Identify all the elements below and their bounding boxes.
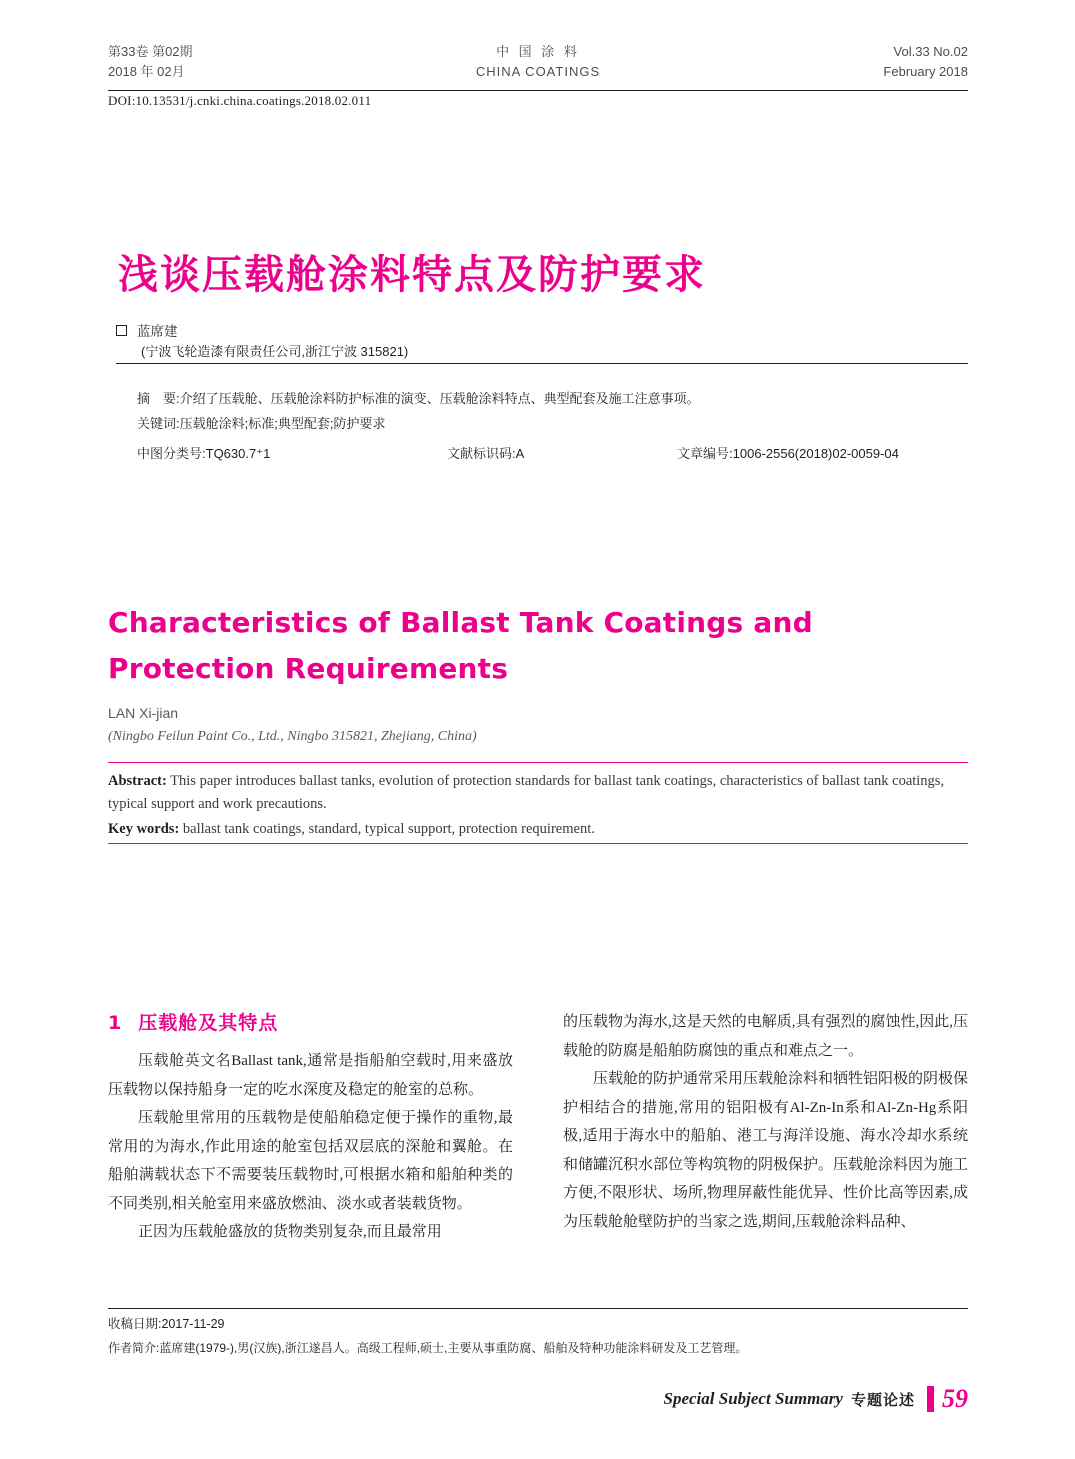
keywords-label-cn: 关键词: xyxy=(137,416,180,431)
column-left xyxy=(108,1008,513,1247)
abstract-divider-top xyxy=(108,762,968,763)
section-heading xyxy=(108,1008,513,1035)
author-bio-text: 蓝席建(1979-),男(汉族),浙江遂昌人。高级工程师,硕士,主要从事重防腐、船舶及特种功能涂料研发及工艺管理。 xyxy=(159,1341,748,1355)
abstract-divider-bottom xyxy=(108,843,968,844)
doc-code-field xyxy=(447,443,677,462)
received-date xyxy=(108,1312,988,1336)
affiliation-en: (Ningbo Feilun Paint Co., Ltd., Ningbo 315821, Zhejiang, China) xyxy=(108,729,477,744)
paragraph: 压载舱里常用的压载物是使船舶稳定便于操作的重物,最常用的为海水,作此用途的舱室包括双层底的深舱和翼舱。在船舶满载状态下不需要装压载物时,可根据水箱和船舶种类的不同类别,相关舱室用来盛放燃油、淡水或者装载货物。 xyxy=(108,1110,513,1212)
author-name-cn: 蓝席建 xyxy=(137,324,178,339)
volume-issue-en: Vol.33 No.02 xyxy=(893,44,968,59)
paragraph: 压载舱英文名Ballast tank,通常是指船舶空载时,用来盛放压载物以保持船身一定的吃水深度及稳定的舱室的总称。 xyxy=(108,1053,513,1098)
clc-value: TQ630.7⁺1 xyxy=(205,446,271,461)
classification-row xyxy=(137,443,937,462)
date-en: February 2018 xyxy=(883,64,968,79)
abstract-text-cn: 介绍了压载舱、压载舱涂料防护标准的演变、压载舱涂料特点、典型配套及施工注意事项。 xyxy=(179,391,700,406)
section-title: 压载舱及其特点 xyxy=(138,1012,279,1034)
journal-name-en: CHINA COATINGS xyxy=(475,64,601,79)
journal-name-cn: 中 国 涂 料 xyxy=(496,44,580,59)
abstract-label-cn: 摘 要: xyxy=(137,391,180,406)
footer-section-cn: 专题论述 xyxy=(850,1390,915,1409)
affiliation-cn: (宁波飞轮造漆有限责任公司,浙江宁波 315821) xyxy=(141,344,409,359)
page-number: 59 xyxy=(942,1384,968,1413)
keywords-cn xyxy=(137,413,962,435)
abstract-text-en: This paper introduces ballast tanks, evolution of protection standards for ballast tank coatings, characteristics of ballast tank coatings, typical support and work precautions. xyxy=(108,773,945,812)
column-right xyxy=(563,1008,968,1247)
header-divider xyxy=(108,90,968,91)
date-cn: 2018 年 02月 xyxy=(108,64,185,79)
page-title-cn: 浅谈压载舱涂料特点及防护要求 xyxy=(118,252,706,298)
running-head-left xyxy=(108,42,193,82)
footnote-divider xyxy=(108,1308,968,1309)
abstract-cn xyxy=(137,388,962,410)
volume-issue-cn: 第33卷 第02期 xyxy=(108,44,193,59)
abstract-label-en: Abstract: xyxy=(108,773,167,789)
footer-section-en: Special Subject Summary xyxy=(663,1389,843,1408)
section-number: 1 xyxy=(108,1012,123,1034)
doc-code-label: 文献标识码: xyxy=(447,446,516,461)
clc-field xyxy=(137,443,447,462)
keywords-text-en: ballast tank coatings, standard, typical support, protection requirement. xyxy=(179,821,595,837)
author-bio-label: 作者简介: xyxy=(108,1341,160,1355)
article-id-field xyxy=(677,443,937,462)
article-id-label: 文章编号: xyxy=(677,446,733,461)
author-line-cn xyxy=(116,320,178,340)
footer-accent-bar xyxy=(927,1386,934,1412)
doc-code-value: A xyxy=(515,446,525,461)
running-head-center xyxy=(476,42,600,82)
page-title-en: Characteristics of Ballast Tank Coatings and Protection Requirements xyxy=(108,606,813,685)
square-bullet-icon xyxy=(116,325,127,336)
abstract-en xyxy=(108,770,968,816)
author-divider xyxy=(116,363,968,364)
author-bio xyxy=(108,1336,988,1360)
body-columns xyxy=(108,1008,968,1247)
footnotes xyxy=(108,1312,988,1360)
received-label: 收稿日期: xyxy=(108,1317,162,1331)
paragraph: 正因为压载舱盛放的货物类别复杂,而且最常用 xyxy=(138,1224,442,1240)
keywords-text-cn: 压载舱涂料;标准;典型配套;防护要求 xyxy=(179,416,386,431)
paragraph: 压载舱的防护通常采用压载舱涂料和牺牲铝阳极的阴极保护相结合的措施,常用的铝阳极有Al-Zn-In系和Al-Zn-Hg系阳极,适用于海水中的船舶、港工与海洋设施、海水冷却水系统和储罐沉积水部位等构筑物的阴极保护。压载舱涂料因为施工方便,不限形状、场所,物理屏蔽性能优异、性价比高等因素,成为压载舱舱壁防护的当家之选,期间,压载舱涂料品种、 xyxy=(563,1071,969,1230)
running-head-right xyxy=(883,42,968,82)
page-footer xyxy=(664,1386,968,1412)
keywords-en xyxy=(108,818,968,841)
doi-text: DOI:10.13531/j.cnki.china.coatings.2018.02.011 xyxy=(108,93,372,108)
received-value: 2017-11-29 xyxy=(161,1317,225,1331)
keywords-label-en: Key words: xyxy=(108,821,180,837)
clc-label: 中图分类号: xyxy=(137,446,206,461)
paragraph: 的压载物为海水,这是天然的电解质,具有强烈的腐蚀性,因此,压载舱的防腐是船舶防腐蚀的重点和难点之一。 xyxy=(563,1014,969,1059)
running-head xyxy=(108,42,968,82)
author-name-en: LAN Xi-jian xyxy=(108,705,179,721)
article-id-value: 1006-2556(2018)02-0059-04 xyxy=(732,446,899,461)
